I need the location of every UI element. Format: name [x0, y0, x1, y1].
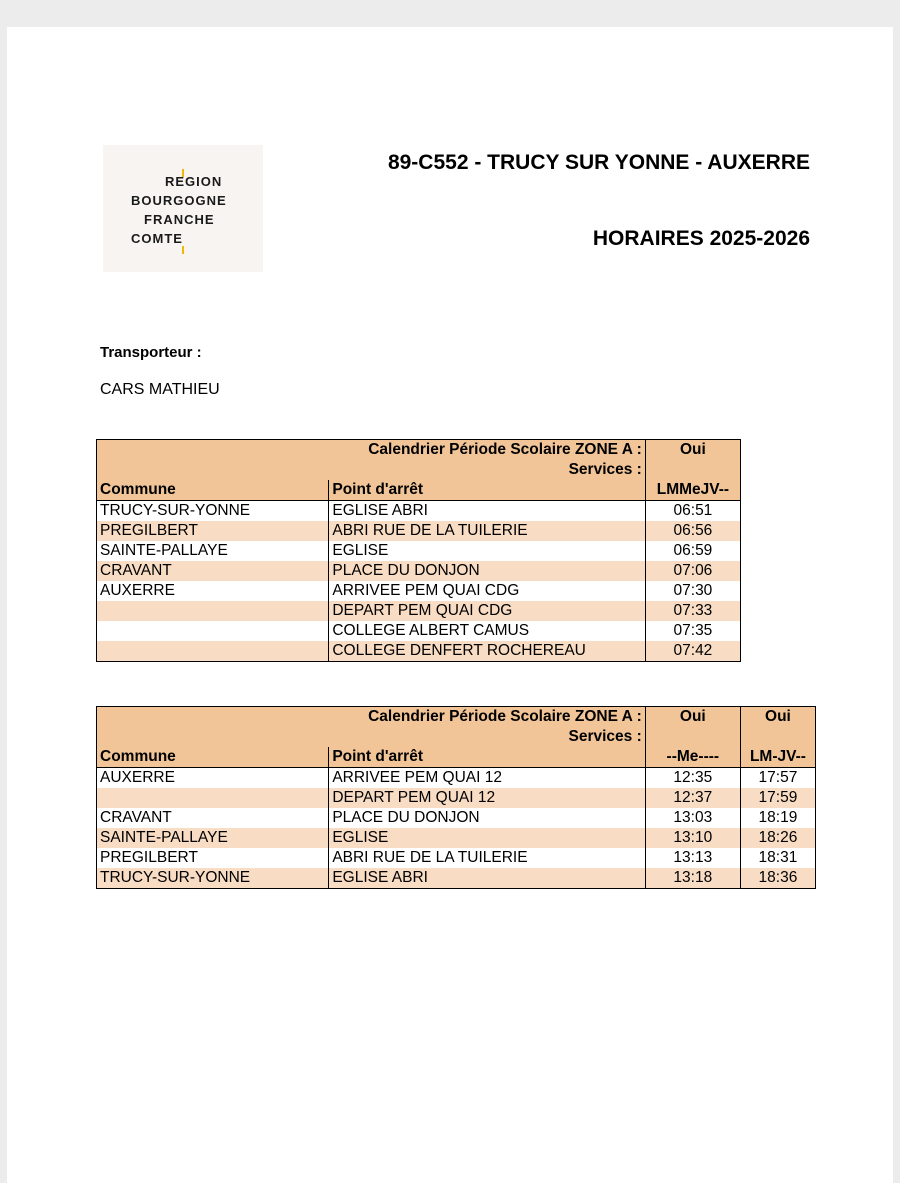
carrier-name: CARS MATHIEU	[100, 381, 220, 398]
stop-cell: COLLEGE DENFERT ROCHEREAU	[329, 641, 645, 662]
region-logo	[103, 145, 263, 272]
time-cell: 07:35	[645, 621, 740, 641]
stop-cell: PLACE DU DONJON	[329, 561, 645, 581]
stop-cell: PLACE DU DONJON	[329, 808, 645, 828]
commune-cell: CRAVANT	[97, 808, 329, 828]
timetable-afternoon	[96, 706, 816, 889]
calendar-label: Calendrier Période Scolaire ZONE A :	[97, 707, 646, 728]
time-cell: 07:30	[645, 581, 740, 601]
time-cell: 06:59	[645, 541, 740, 561]
commune-cell: SAINTE-PALLAYE	[97, 828, 329, 848]
time-cell: 17:59	[740, 788, 815, 808]
stop-cell: COLLEGE ALBERT CAMUS	[329, 621, 645, 641]
commune-cell: TRUCY-SUR-YONNE	[97, 868, 329, 889]
time-cell: 18:31	[740, 848, 815, 868]
table-row	[97, 641, 741, 662]
stop-cell: DEPART PEM QUAI CDG	[329, 601, 645, 621]
logo-line-bourgogne: BOURGOGNE	[131, 193, 227, 208]
stop-cell: EGLISE ABRI	[329, 868, 645, 889]
time-cell: 13:13	[645, 848, 740, 868]
column-header-stop: Point d'arrêt	[329, 480, 645, 501]
table-row	[97, 768, 816, 789]
document-title: 89-C552 - TRUCY SUR YONNE - AUXERRE	[387, 151, 810, 174]
time-cell: 17:57	[740, 768, 815, 789]
service-days: --Me----	[645, 747, 740, 768]
service-days: LM-JV--	[740, 747, 815, 768]
time-cell: 13:18	[645, 868, 740, 889]
stop-cell: EGLISE	[329, 541, 645, 561]
service-active: Oui	[740, 707, 815, 728]
time-cell: 06:56	[645, 521, 740, 541]
table-row	[97, 808, 816, 828]
time-cell: 18:26	[740, 828, 815, 848]
service-spacer	[740, 727, 815, 747]
services-label: Services :	[97, 460, 646, 480]
time-cell: 07:42	[645, 641, 740, 662]
commune-cell	[97, 641, 329, 662]
table-row	[97, 788, 816, 808]
table-row	[97, 561, 741, 581]
time-cell: 13:10	[645, 828, 740, 848]
logo-line-comte: COMTE	[131, 231, 183, 246]
table-row	[97, 541, 741, 561]
stop-cell: ARRIVEE PEM QUAI CDG	[329, 581, 645, 601]
commune-cell	[97, 601, 329, 621]
commune-cell: PREGILBERT	[97, 521, 329, 541]
column-header-commune: Commune	[97, 480, 329, 501]
stop-cell: DEPART PEM QUAI 12	[329, 788, 645, 808]
time-cell: 18:36	[740, 868, 815, 889]
table-row	[97, 601, 741, 621]
commune-cell: PREGILBERT	[97, 848, 329, 868]
logo-line-franche: FRANCHE	[144, 212, 215, 227]
table-row	[97, 521, 741, 541]
time-cell: 12:37	[645, 788, 740, 808]
calendar-label: Calendrier Période Scolaire ZONE A :	[97, 440, 646, 461]
commune-cell	[97, 621, 329, 641]
timetable-morning	[96, 439, 741, 662]
commune-cell: TRUCY-SUR-YONNE	[97, 501, 329, 522]
stop-cell: ABRI RUE DE LA TUILERIE	[329, 521, 645, 541]
table-row	[97, 868, 816, 889]
service-spacer	[645, 727, 740, 747]
stop-cell: EGLISE	[329, 828, 645, 848]
document-page	[7, 27, 893, 1183]
services-label: Services :	[97, 727, 646, 747]
time-cell: 12:35	[645, 768, 740, 789]
stop-cell: EGLISE ABRI	[329, 501, 645, 522]
time-cell: 07:06	[645, 561, 740, 581]
service-days: LMMeJV--	[645, 480, 740, 501]
time-cell: 07:33	[645, 601, 740, 621]
table-row	[97, 828, 816, 848]
stop-cell: ARRIVEE PEM QUAI 12	[329, 768, 645, 789]
commune-cell	[97, 788, 329, 808]
column-header-stop: Point d'arrêt	[329, 747, 645, 768]
service-active: Oui	[645, 440, 740, 461]
column-header-commune: Commune	[97, 747, 329, 768]
document-subtitle: HORAIRES 2025-2026	[592, 227, 810, 250]
table-row	[97, 501, 741, 522]
service-active: Oui	[645, 707, 740, 728]
commune-cell: AUXERRE	[97, 581, 329, 601]
time-cell: 06:51	[645, 501, 740, 522]
logo-accent-mark	[182, 246, 184, 254]
commune-cell: CRAVANT	[97, 561, 329, 581]
commune-cell: SAINTE-PALLAYE	[97, 541, 329, 561]
table-row	[97, 621, 741, 641]
table-row	[97, 848, 816, 868]
commune-cell: AUXERRE	[97, 768, 329, 789]
logo-line-region: REGION	[165, 174, 223, 189]
time-cell: 13:03	[645, 808, 740, 828]
table-row	[97, 581, 741, 601]
stop-cell: ABRI RUE DE LA TUILERIE	[329, 848, 645, 868]
carrier-label: Transporteur :	[100, 344, 202, 361]
time-cell: 18:19	[740, 808, 815, 828]
service-spacer	[645, 460, 740, 480]
